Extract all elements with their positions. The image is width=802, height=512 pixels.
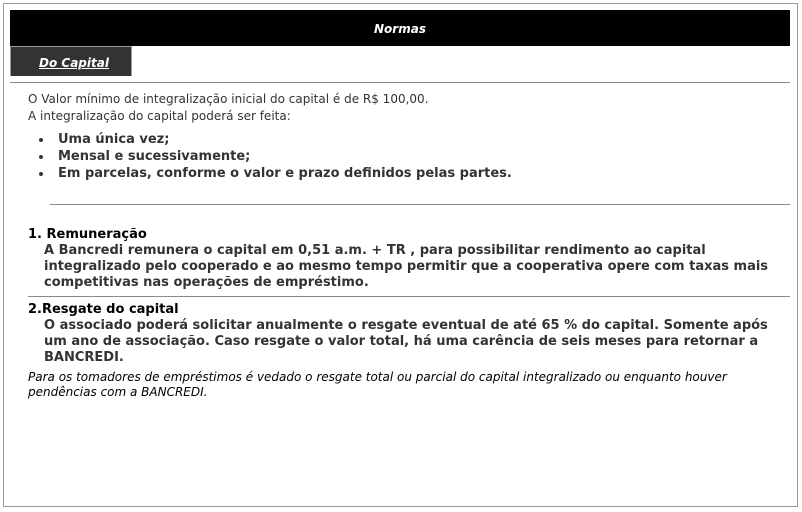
list-item: Uma única vez; — [36, 131, 512, 148]
text-line: BANCREDI. — [44, 350, 124, 365]
page-title: Normas — [10, 10, 790, 46]
section-heading-remuneracao: 1. Remuneração — [28, 227, 147, 242]
section-divider — [50, 204, 790, 205]
section-text-remuneracao — [44, 243, 784, 291]
section-heading-resgate: 2.Resgate do capital — [28, 302, 179, 317]
intro-minimum-value: O Valor mínimo de integralização inicial do capital é de R$ 100,00. — [28, 92, 429, 106]
tab-divider — [10, 82, 790, 83]
tab-label[interactable]: Do Capital — [39, 56, 109, 70]
text-line: competitivas nas operações de empréstimo. — [44, 275, 369, 290]
intro-payment-text: A integralização do capital poderá ser feita: — [28, 109, 291, 123]
section-divider — [28, 296, 790, 297]
text-line: integralizado pelo cooperado e ao mesmo tempo permitir que a cooperativa opere com taxas mais — [44, 259, 769, 274]
loan-restriction-note — [28, 370, 768, 400]
payment-options-list — [36, 131, 512, 182]
text-line: A Bancredi remunera o capital em 0,51 a.m. + TR , para possibilitar rendimento ao capital — [44, 243, 706, 258]
note-line: Para os tomadores de empréstimos é vedado o resgate total ou parcial do capital integralizado ou enquanto houver — [28, 370, 727, 384]
section-text-resgate — [44, 318, 784, 366]
text-line: O associado poderá solicitar anualmente o resgate eventual de até 65 % do capital. Somente após — [44, 318, 768, 333]
tab-do-capital[interactable] — [10, 46, 132, 76]
note-line: pendências com a BANCREDI. — [28, 385, 208, 399]
list-item: Mensal e sucessivamente; — [36, 148, 512, 165]
list-item: Em parcelas, conforme o valor e prazo definidos pelas partes. — [36, 165, 512, 182]
text-line: um ano de associação. Caso resgate o valor total, há uma carência de seis meses para retornar a — [44, 334, 759, 349]
